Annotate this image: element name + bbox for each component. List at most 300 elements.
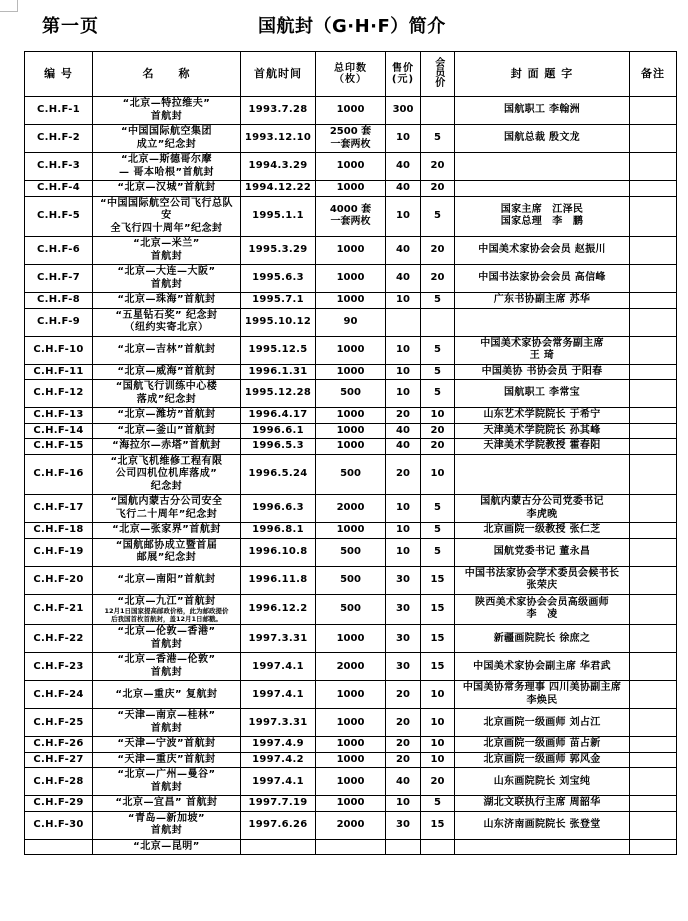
- cell-catalog-id: C.H.F-19: [25, 538, 93, 566]
- cell-cover-inscription: 中国美协 书协会员 于阳春: [455, 364, 630, 380]
- col-header-note-label: 备注: [641, 67, 665, 81]
- cell-price: 40: [386, 439, 421, 455]
- cell-print-quantity: 500: [316, 380, 386, 408]
- cell-remark: [630, 495, 677, 523]
- cell-price: 20: [386, 681, 421, 709]
- cell-print-quantity: 1000: [316, 737, 386, 753]
- cell-cover-inscription: 国航内蒙古分公司党委书记 李虎晚: [455, 495, 630, 523]
- cell-cover-name: “北京—釜山”首航封: [93, 423, 241, 439]
- cell-member-price: 5: [421, 380, 455, 408]
- cell-remark: [630, 681, 677, 709]
- cell-cover-inscription: 国家主席 江泽民 国家总理 李 鹏: [455, 196, 630, 237]
- cell-price: 20: [386, 737, 421, 753]
- cell-price: 10: [386, 336, 421, 364]
- table-row: [25, 752, 677, 768]
- cell-cover-inscription: 天津美术学院教授 霍春阳: [455, 439, 630, 455]
- cell-catalog-id: C.H.F-10: [25, 336, 93, 364]
- cell-catalog-id: C.H.F-23: [25, 653, 93, 681]
- cell-member-price: [421, 97, 455, 125]
- col-header-name: [93, 52, 241, 97]
- col-header-print-qty-line1: 总印数: [334, 63, 367, 74]
- cell-cover-inscription: 国航职工 李常宝: [455, 380, 630, 408]
- cell-first-flight-date: 1995.1.1: [241, 196, 316, 237]
- cell-catalog-id: C.H.F-5: [25, 196, 93, 237]
- cell-remark: [630, 796, 677, 812]
- cell-cover-inscription: 湖北文联执行主席 周韶华: [455, 796, 630, 812]
- cell-cover-name: “北京—广州—曼谷” 首航封: [93, 768, 241, 796]
- table-row: [25, 439, 677, 455]
- page-number-label: 第一页: [42, 16, 99, 37]
- cell-price: 10: [386, 293, 421, 309]
- cell-remark: [630, 566, 677, 594]
- cell-first-flight-date: 1996.11.8: [241, 566, 316, 594]
- cell-price: [386, 308, 421, 336]
- cell-catalog-id: C.H.F-1: [25, 97, 93, 125]
- cell-cover-name-subnote: 12月1日国家提高邮政价格，此为邮政提价 后我国首枚首航封，盖12月1日邮戳。: [104, 607, 229, 623]
- cell-cover-inscription: 北京画院一级画师 苗占新: [455, 737, 630, 753]
- cell-member-price: 5: [421, 196, 455, 237]
- cell-first-flight-date: [241, 839, 316, 855]
- cell-price: 30: [386, 594, 421, 625]
- cell-remark: [630, 125, 677, 153]
- cell-price: 40: [386, 768, 421, 796]
- cell-cover-name: “五星钻石奖” 纪念封 （纽约实寄北京）: [93, 308, 241, 336]
- col-header-inscription: [455, 52, 630, 97]
- cell-catalog-id: [25, 839, 93, 855]
- cell-remark: [630, 709, 677, 737]
- cell-print-quantity: [316, 839, 386, 855]
- cell-print-quantity: 2000: [316, 495, 386, 523]
- col-header-id: [25, 52, 93, 97]
- cell-price: 40: [386, 181, 421, 197]
- col-header-date: [241, 52, 316, 97]
- table-row: [25, 423, 677, 439]
- cell-cover-inscription: [455, 153, 630, 181]
- cell-cover-name: “北京飞机维修工程有限 公司四机位机库落成” 纪念封: [93, 454, 241, 495]
- cell-print-quantity: 500: [316, 454, 386, 495]
- cell-price: 30: [386, 653, 421, 681]
- cell-member-price: 10: [421, 737, 455, 753]
- covers-table: [24, 51, 677, 855]
- cell-member-price: 15: [421, 625, 455, 653]
- cell-catalog-id: C.H.F-3: [25, 153, 93, 181]
- table-row: [25, 125, 677, 153]
- cell-cover-inscription: 中国美协常务理事 四川美协副主席 李焕民: [455, 681, 630, 709]
- table-row: [25, 796, 677, 812]
- cell-price: 10: [386, 523, 421, 539]
- cell-cover-inscription: 北京画院一级教授 张仁芝: [455, 523, 630, 539]
- cell-member-price: 10: [421, 681, 455, 709]
- cell-member-price: [421, 839, 455, 855]
- cell-catalog-id: C.H.F-14: [25, 423, 93, 439]
- document-header: [0, 12, 688, 46]
- cell-first-flight-date: 1997.4.1: [241, 768, 316, 796]
- cell-member-price: 20: [421, 181, 455, 197]
- cell-cover-name: “北京—九江”首航封 12月1日国家提高邮政价格，此为邮政提价 后我国首枚首航封，盖12月1日邮戳。: [93, 594, 241, 625]
- cell-catalog-id: C.H.F-27: [25, 752, 93, 768]
- cell-cover-inscription: 新疆画院院长 徐庶之: [455, 625, 630, 653]
- cell-first-flight-date: 1996.5.24: [241, 454, 316, 495]
- cell-cover-name: “天津—重庆”首航封: [93, 752, 241, 768]
- cell-member-price: 5: [421, 364, 455, 380]
- document-title: 国航封（G·H·F）简介: [258, 16, 446, 37]
- cell-print-quantity: 2000: [316, 811, 386, 839]
- col-header-price: [386, 52, 421, 97]
- cell-catalog-id: C.H.F-28: [25, 768, 93, 796]
- cell-first-flight-date: 1995.12.5: [241, 336, 316, 364]
- cell-remark: [630, 293, 677, 309]
- cell-cover-name: “北京—吉林”首航封: [93, 336, 241, 364]
- cell-first-flight-date: 1997.4.2: [241, 752, 316, 768]
- table-row: [25, 594, 677, 625]
- cell-print-quantity: 1000: [316, 364, 386, 380]
- col-header-member-price: [421, 52, 455, 97]
- table-row: [25, 153, 677, 181]
- cell-cover-name: “北京—珠海”首航封: [93, 293, 241, 309]
- cell-cover-name: “北京—威海”首航封: [93, 364, 241, 380]
- cell-cover-inscription: [455, 181, 630, 197]
- cell-catalog-id: C.H.F-15: [25, 439, 93, 455]
- table-row: [25, 523, 677, 539]
- cell-remark: [630, 237, 677, 265]
- cell-cover-name: “北京—特拉维夫” 首航封: [93, 97, 241, 125]
- cell-member-price: 15: [421, 566, 455, 594]
- cell-member-price: 15: [421, 594, 455, 625]
- col-header-price-line1: 售价: [392, 63, 414, 74]
- cell-catalog-id: C.H.F-29: [25, 796, 93, 812]
- cell-cover-name: “青岛—新加坡” 首航封: [93, 811, 241, 839]
- cell-first-flight-date: 1997.6.26: [241, 811, 316, 839]
- cell-member-price: 10: [421, 709, 455, 737]
- cell-print-quantity: 4000 套 一套两枚: [316, 196, 386, 237]
- cell-print-quantity: 1000: [316, 523, 386, 539]
- cell-print-quantity: 500: [316, 594, 386, 625]
- cell-remark: [630, 538, 677, 566]
- cell-member-price: 10: [421, 454, 455, 495]
- table-header-row: [25, 52, 677, 97]
- col-header-name-label: 名 称: [142, 67, 191, 81]
- cell-print-quantity: 1000: [316, 796, 386, 812]
- table-row: [25, 653, 677, 681]
- cell-price: 40: [386, 265, 421, 293]
- cell-print-quantity: 1000: [316, 181, 386, 197]
- cell-member-price: 5: [421, 495, 455, 523]
- cell-print-quantity: 1000: [316, 237, 386, 265]
- cell-remark: [630, 423, 677, 439]
- cell-remark: [630, 364, 677, 380]
- cell-first-flight-date: 1996.8.1: [241, 523, 316, 539]
- cell-remark: [630, 454, 677, 495]
- cell-cover-name: “北京—南阳”首航封: [93, 566, 241, 594]
- col-header-date-label: 首航时间: [254, 67, 302, 81]
- table-row: [25, 839, 677, 855]
- table-row: [25, 380, 677, 408]
- col-header-price-line2: (元): [391, 74, 415, 85]
- col-header-note: [630, 52, 677, 97]
- cell-first-flight-date: 1995.10.12: [241, 308, 316, 336]
- cell-catalog-id: C.H.F-13: [25, 408, 93, 424]
- cell-remark: [630, 196, 677, 237]
- cell-cover-name: “海拉尔—赤塔”首航封: [93, 439, 241, 455]
- table-row: [25, 681, 677, 709]
- cell-print-quantity: 500: [316, 538, 386, 566]
- cell-cover-inscription: [455, 454, 630, 495]
- table-row: [25, 308, 677, 336]
- cell-remark: [630, 97, 677, 125]
- cell-cover-name: “中国国际航空集团 成立”纪念封: [93, 125, 241, 153]
- cell-cover-inscription: 中国书法家协会学术委员会候书长 张荣庆: [455, 566, 630, 594]
- cell-member-price: 5: [421, 796, 455, 812]
- cell-first-flight-date: 1995.3.29: [241, 237, 316, 265]
- cell-cover-inscription: [455, 839, 630, 855]
- cell-cover-name: “北京—昆明”: [93, 839, 241, 855]
- cell-print-quantity: 1000: [316, 265, 386, 293]
- cell-cover-inscription: 国航职工 李翰洲: [455, 97, 630, 125]
- cell-price: 20: [386, 752, 421, 768]
- cell-first-flight-date: 1995.7.1: [241, 293, 316, 309]
- cell-catalog-id: C.H.F-2: [25, 125, 93, 153]
- cell-cover-name: “国航邮协成立暨首届 邮展”纪念封: [93, 538, 241, 566]
- cell-cover-name: “天津—宁波”首航封: [93, 737, 241, 753]
- cell-remark: [630, 408, 677, 424]
- cell-cover-name: “北京—斯德哥尔摩 — 哥本哈根”首航封: [93, 153, 241, 181]
- cell-cover-inscription: 山东画院院长 刘宝纯: [455, 768, 630, 796]
- cell-remark: [630, 153, 677, 181]
- table-row: [25, 336, 677, 364]
- cell-price: 20: [386, 454, 421, 495]
- cell-print-quantity: 1000: [316, 153, 386, 181]
- cell-remark: [630, 768, 677, 796]
- cell-cover-inscription: 山东艺术学院院长 于希宁: [455, 408, 630, 424]
- cell-remark: [630, 737, 677, 753]
- cell-remark: [630, 265, 677, 293]
- cell-catalog-id: C.H.F-7: [25, 265, 93, 293]
- cell-price: 30: [386, 625, 421, 653]
- cell-print-quantity: 1000: [316, 336, 386, 364]
- cell-print-quantity: 1000: [316, 681, 386, 709]
- cell-cover-inscription: 陕西美术家协会会员高级画师 李 凌: [455, 594, 630, 625]
- cell-remark: [630, 653, 677, 681]
- col-header-id-label: 编 号: [44, 67, 73, 81]
- cell-price: 20: [386, 408, 421, 424]
- table-row: [25, 566, 677, 594]
- cell-remark: [630, 181, 677, 197]
- cell-print-quantity: 1000: [316, 293, 386, 309]
- cell-cover-name: “国航飞行训练中心楼 落成”纪念封: [93, 380, 241, 408]
- cell-price: 300: [386, 97, 421, 125]
- cell-print-quantity: 2000: [316, 653, 386, 681]
- cell-catalog-id: C.H.F-16: [25, 454, 93, 495]
- cell-member-price: 10: [421, 752, 455, 768]
- cell-remark: [630, 594, 677, 625]
- cell-cover-name: “中国国际航空公司飞行总队安 全飞行四十周年”纪念封: [93, 196, 241, 237]
- cell-price: 10: [386, 196, 421, 237]
- cell-catalog-id: C.H.F-12: [25, 380, 93, 408]
- table-row: [25, 768, 677, 796]
- cell-member-price: 20: [421, 439, 455, 455]
- cell-first-flight-date: 1993.12.10: [241, 125, 316, 153]
- cell-price: 20: [386, 709, 421, 737]
- cell-first-flight-date: 1996.6.3: [241, 495, 316, 523]
- cell-first-flight-date: 1996.12.2: [241, 594, 316, 625]
- table-body: [25, 97, 677, 855]
- cell-catalog-id: C.H.F-8: [25, 293, 93, 309]
- cell-catalog-id: C.H.F-4: [25, 181, 93, 197]
- cell-price: 10: [386, 364, 421, 380]
- cell-member-price: 20: [421, 265, 455, 293]
- cell-price: 40: [386, 237, 421, 265]
- cell-cover-name: “北京—宜昌” 首航封: [93, 796, 241, 812]
- table-row: [25, 364, 677, 380]
- cell-catalog-id: C.H.F-20: [25, 566, 93, 594]
- cell-remark: [630, 523, 677, 539]
- cell-first-flight-date: 1995.6.3: [241, 265, 316, 293]
- cell-cover-inscription: 国航党委书记 董永昌: [455, 538, 630, 566]
- cell-price: 40: [386, 153, 421, 181]
- cell-remark: [630, 380, 677, 408]
- cell-cover-inscription: 中国美术家协会会员 赵振川: [455, 237, 630, 265]
- cell-cover-name: “北京—香港—伦敦” 首航封: [93, 653, 241, 681]
- cell-member-price: 20: [421, 768, 455, 796]
- cell-print-quantity: 90: [316, 308, 386, 336]
- cell-price: 10: [386, 380, 421, 408]
- col-header-print-qty-line2: （枚）: [334, 74, 367, 85]
- cell-cover-inscription: 中国美术家协会常务副主席 王 琦: [455, 336, 630, 364]
- cell-catalog-id: C.H.F-18: [25, 523, 93, 539]
- cell-price: 30: [386, 566, 421, 594]
- cell-cover-inscription: 北京画院一级画师 郭风金: [455, 752, 630, 768]
- cell-catalog-id: C.H.F-22: [25, 625, 93, 653]
- cell-member-price: 20: [421, 153, 455, 181]
- table-row: [25, 408, 677, 424]
- cell-price: 30: [386, 811, 421, 839]
- cell-print-quantity: 1000: [316, 752, 386, 768]
- cell-remark: [630, 839, 677, 855]
- cell-cover-name: “北京—潍坊”首航封: [93, 408, 241, 424]
- cell-cover-inscription: 天津美术学院院长 孙其峰: [455, 423, 630, 439]
- cell-print-quantity: 1000: [316, 423, 386, 439]
- table-row: [25, 293, 677, 309]
- cell-price: [386, 839, 421, 855]
- cell-catalog-id: C.H.F-11: [25, 364, 93, 380]
- col-header-print-qty: [316, 52, 386, 97]
- cell-first-flight-date: 1996.5.3: [241, 439, 316, 455]
- cell-first-flight-date: 1994.3.29: [241, 153, 316, 181]
- table-row: [25, 811, 677, 839]
- cell-first-flight-date: 1997.4.1: [241, 681, 316, 709]
- cell-member-price: 5: [421, 125, 455, 153]
- table-row: [25, 625, 677, 653]
- cell-member-price: 5: [421, 538, 455, 566]
- cell-member-price: 5: [421, 336, 455, 364]
- cell-price: 10: [386, 538, 421, 566]
- cell-remark: [630, 439, 677, 455]
- cell-first-flight-date: 1997.4.9: [241, 737, 316, 753]
- cell-price: 10: [386, 125, 421, 153]
- cell-cover-name: “国航内蒙古分公司安全 飞行二十周年”纪念封: [93, 495, 241, 523]
- cell-price: 10: [386, 495, 421, 523]
- cell-print-quantity: 1000: [316, 97, 386, 125]
- cell-first-flight-date: 1997.3.31: [241, 625, 316, 653]
- cell-member-price: 15: [421, 653, 455, 681]
- cell-first-flight-date: 1996.4.17: [241, 408, 316, 424]
- cell-cover-inscription: 中国书法家协会会员 高信峰: [455, 265, 630, 293]
- cell-cover-inscription: 国航总裁 殷文龙: [455, 125, 630, 153]
- cell-member-price: 5: [421, 523, 455, 539]
- cell-catalog-id: C.H.F-26: [25, 737, 93, 753]
- cell-print-quantity: 1000: [316, 709, 386, 737]
- cell-cover-inscription: 北京画院一级画师 刘占江: [455, 709, 630, 737]
- cell-cover-name: “北京—张家界”首航封: [93, 523, 241, 539]
- cell-print-quantity: 2500 套 一套两枚: [316, 125, 386, 153]
- cell-cover-inscription: 中国美术家协会副主席 华君武: [455, 653, 630, 681]
- cell-member-price: 10: [421, 408, 455, 424]
- cell-cover-name: “北京—汉城”首航封: [93, 181, 241, 197]
- cell-remark: [630, 811, 677, 839]
- table-row: [25, 454, 677, 495]
- table-row: [25, 97, 677, 125]
- cell-member-price: 20: [421, 237, 455, 265]
- table-row: [25, 181, 677, 197]
- cell-member-price: 15: [421, 811, 455, 839]
- table-row: [25, 538, 677, 566]
- cell-first-flight-date: 1997.4.1: [241, 653, 316, 681]
- cell-price: 10: [386, 796, 421, 812]
- cell-print-quantity: 1000: [316, 408, 386, 424]
- page-corner-mark: [0, 0, 18, 12]
- cell-first-flight-date: 1997.7.19: [241, 796, 316, 812]
- col-header-member-price-label: 会员价: [432, 57, 444, 88]
- cell-first-flight-date: 1997.3.31: [241, 709, 316, 737]
- cell-first-flight-date: 1995.12.28: [241, 380, 316, 408]
- cell-cover-name: “天津—南京—桂林” 首航封: [93, 709, 241, 737]
- cell-catalog-id: C.H.F-6: [25, 237, 93, 265]
- cell-first-flight-date: 1996.1.31: [241, 364, 316, 380]
- table-row: [25, 709, 677, 737]
- cell-print-quantity: 1000: [316, 625, 386, 653]
- cell-cover-name: “北京—大连—大阪” 首航封: [93, 265, 241, 293]
- cell-catalog-id: C.H.F-17: [25, 495, 93, 523]
- cell-first-flight-date: 1996.10.8: [241, 538, 316, 566]
- cell-remark: [630, 308, 677, 336]
- cell-first-flight-date: 1993.7.28: [241, 97, 316, 125]
- col-header-inscription-label: 封 面 题 字: [510, 67, 574, 81]
- cell-catalog-id: C.H.F-25: [25, 709, 93, 737]
- cell-catalog-id: C.H.F-24: [25, 681, 93, 709]
- table-row: [25, 737, 677, 753]
- cell-remark: [630, 752, 677, 768]
- cell-remark: [630, 625, 677, 653]
- table-row: [25, 196, 677, 237]
- cell-cover-name: “北京—伦敦—香港” 首航封: [93, 625, 241, 653]
- table-row: [25, 237, 677, 265]
- cell-first-flight-date: 1996.6.1: [241, 423, 316, 439]
- cell-print-quantity: 500: [316, 566, 386, 594]
- cell-price: 40: [386, 423, 421, 439]
- cell-print-quantity: 1000: [316, 439, 386, 455]
- cell-cover-name: “北京—重庆” 复航封: [93, 681, 241, 709]
- table-row: [25, 265, 677, 293]
- cell-remark: [630, 336, 677, 364]
- cell-catalog-id: C.H.F-21: [25, 594, 93, 625]
- cell-cover-inscription: 广东书协副主席 苏华: [455, 293, 630, 309]
- cell-print-quantity: 1000: [316, 768, 386, 796]
- cell-cover-inscription: [455, 308, 630, 336]
- cell-catalog-id: C.H.F-9: [25, 308, 93, 336]
- cell-catalog-id: C.H.F-30: [25, 811, 93, 839]
- cell-cover-inscription: 山东济南画院院长 张登堂: [455, 811, 630, 839]
- cell-member-price: 5: [421, 293, 455, 309]
